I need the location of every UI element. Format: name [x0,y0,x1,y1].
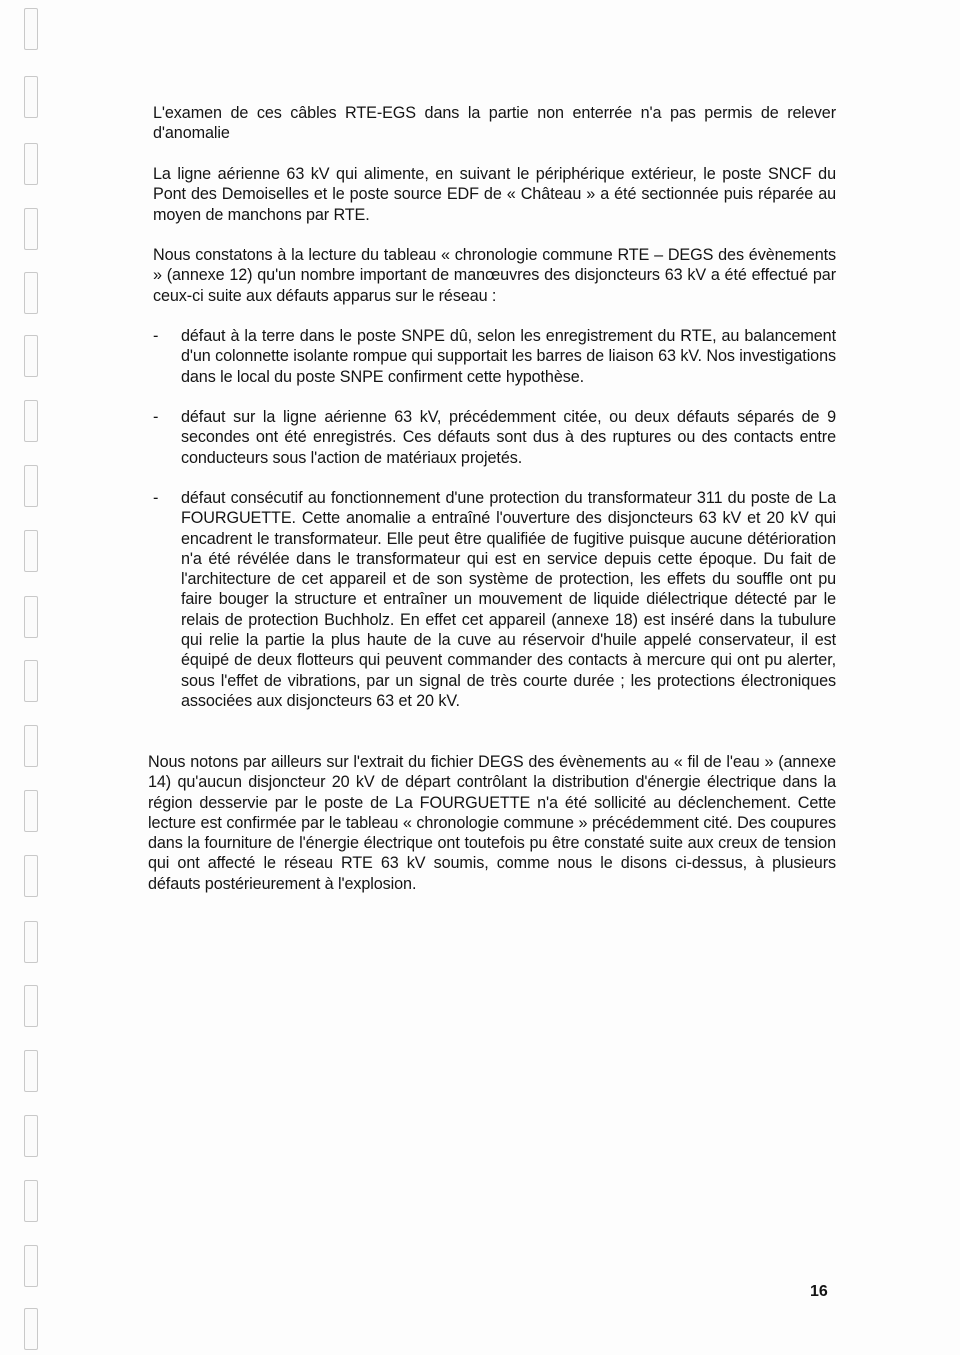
punch-hole-icon [24,596,38,638]
punch-hole-icon [24,76,38,118]
punch-hole-icon [24,1245,38,1287]
bullet-dash: - [153,408,159,426]
paragraph-overhead-line: La ligne aérienne 63 kV qui alimente, en suivant le périphérique extérieur, le poste SNCF du Pont des Demoiselles et le poste source EDF de « Château » a été sectionnée puis réparée au moyen de manchons par RTE. [153,165,836,224]
punch-hole-icon [24,1115,38,1157]
paragraph-chronology: Nous constatons à la lecture du tableau « chronologie commune RTE – DEGS des évènements » (annexe 12) qu'un nombre important de manœuvres des disjoncteurs 63 kV a été effectué par ceux-ci suite aux défauts apparus sur le réseau : [153,246,836,305]
list-item-text: défaut à la terre dans le poste SNPE dû, selon les enregistrement du RTE, au balancement d'un colonnette isolante rompue qui supportait les barres de liaison 63 kV. Nos investigations dans le local du poste SNPE confirment cette hypothèse. [181,327,836,386]
punch-hole-icon [24,208,38,250]
punch-hole-icon [24,985,38,1027]
bullet-dash: - [153,489,159,507]
punch-hole-icon [24,1180,38,1222]
page-number: 16 [810,1283,828,1300]
list-item-text: défaut consécutif au fonctionnement d'une protection du transformateur 311 du poste de La FOURGUETTE. Cette anomalie a entraîné l'ouverture des disjoncteurs 63 kV et 20 kV qui encadrent le transformateur. Elle peut être qualifiée de fugitive puisque aucune détérioration n'a été révélée dans le transformateur qui est en service depuis cette époque. Du fait de l'architecture de cet appareil et de son système de protection, les effets du souffle ont pu faire bouger la structure et entraîner un mouvement de liquide diélectrique détecté par le relais de protection Buchholz. En effet cet appareil (annexe 18) est inséré dans la tubulure qui relie la partie la plus haute de la cuve au réservoir d'huile appelé conservateur, il est équipé de deux flotteurs qui peuvent commander des contacts à mercure qui ont pu alerter, sous l'effet de vibrations, par un signal de très courte durée ; les protections électroniques associées aux disjoncteurs 63 et 20 kV. [181,489,836,710]
punch-hole-icon [24,400,38,442]
binder-holes [24,0,44,1355]
punch-hole-icon [24,8,38,50]
punch-hole-icon [24,465,38,507]
punch-hole-icon [24,335,38,377]
punch-hole-icon [24,855,38,897]
punch-hole-icon [24,143,38,185]
punch-hole-icon [24,921,38,963]
punch-hole-icon [24,790,38,832]
paragraph-closing: Nous notons par ailleurs sur l'extrait du fichier DEGS des évènements au « fil de l'eau » (annexe 14) qu'aucun disjoncteur 20 kV de départ contrôlant la distribution d'énergie électrique dans la région desservie par le poste de La FOURGUETTE n'a été sollicité au déclenchement. Cette lecture est confirmée par le tableau « chronologie commune » précédemment cité. Des coupures dans la fourniture de l'énergie électrique ont toutefois pu être constaté suite aux creux de tension qui ont affecté le réseau RTE 63 kV soumis, comme nous le disons ci-dessus, à plusieurs défauts postérieurement à l'explosion. [148,753,836,893]
punch-hole-icon [24,725,38,767]
bullet-dash: - [153,327,159,345]
punch-hole-icon [24,660,38,702]
list-item-text: défaut sur la ligne aérienne 63 kV, précédemment citée, ou deux défauts séparés de 9 secondes ont été enregistrés. Ces défauts sont dus à des ruptures ou des contacts entre conducteurs sous l'action de matériaux projetés. [181,408,836,467]
punch-hole-icon [24,1050,38,1092]
punch-hole-icon [24,272,38,314]
punch-hole-icon [24,1308,38,1350]
paragraph-cable-examination: L'examen de ces câbles RTE-EGS dans la partie non enterrée n'a pas permis de relever d'anomalie [153,104,836,143]
punch-hole-icon [24,530,38,572]
